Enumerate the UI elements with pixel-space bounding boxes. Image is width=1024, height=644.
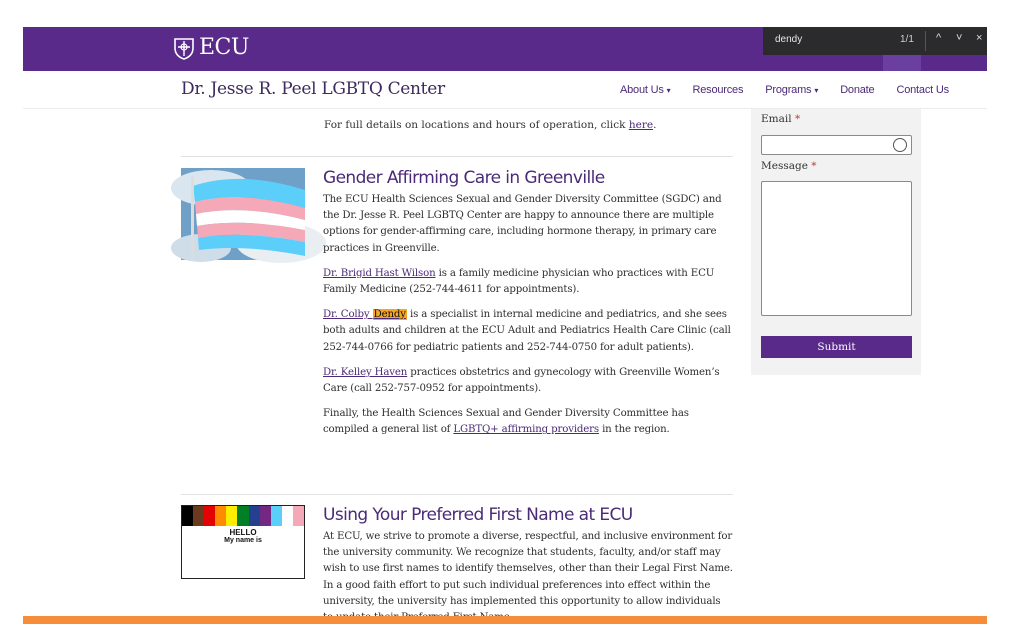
close-icon[interactable]: ×: [976, 32, 983, 44]
find-highlight: Dendy: [373, 309, 406, 321]
divider: [181, 494, 733, 495]
pride-stripe: [237, 506, 248, 526]
article-paragraph: Dr. Kelley Haven practices obstetrics and gynecology with Greenville Women’s Care (call 252-757-0952 for appointments).: [323, 366, 720, 395]
find-separator: [925, 31, 926, 51]
pride-stripe: [226, 506, 237, 526]
intro-text: For full details on locations and hours of operation, click here.: [324, 119, 657, 131]
crest-icon: [173, 36, 195, 60]
article-body: [323, 168, 733, 448]
pride-stripe: [293, 506, 304, 526]
caret-down-icon: ▾: [814, 86, 819, 95]
ecu-logo[interactable]: [173, 35, 249, 60]
required-mark: *: [811, 160, 817, 172]
site-title[interactable]: Dr. Jesse R. Peel LGBTQ Center: [181, 79, 445, 99]
pride-stripes: [182, 506, 304, 526]
article-paragraph: Dr. Colby Dendy is a specialist in internal medicine and pediatrics, and she sees both adults and children at the ECU Adult and Pediatrics Health Care Clinic (call 252-744-0766 for pediatric patients and 252-744-0750 for adult patients).: [323, 309, 731, 353]
pride-stripe: [260, 506, 271, 526]
article-paragraph: The ECU Health Sciences Sexual and Gender Diversity Committee (SGDC) and the Dr. Jesse R. Peel LGBTQ Center are happy to announce there are multiple options for gender-affirming care, including hormone therapy, in primary care practices in Greenville.: [323, 194, 722, 254]
nav-donate[interactable]: Donate: [840, 84, 875, 96]
provider-link-haven[interactable]: Dr. Kelley Haven: [323, 366, 408, 378]
article-paragraph: Finally, the Health Sciences Sexual and Gender Diversity Committee has compiled a general list of LGBTQ+ affirming providers in the region.: [323, 408, 689, 436]
submit-button[interactable]: Submit: [761, 336, 912, 358]
find-match-count: 1/1: [900, 34, 914, 45]
nav-about-us[interactable]: About Us ▾: [620, 84, 671, 96]
name-tag-image: [181, 505, 305, 579]
chevron-up-icon[interactable]: ^: [936, 32, 942, 44]
ecu-top-bar: [23, 27, 987, 71]
site-header: [23, 71, 987, 109]
affirming-providers-link[interactable]: LGBTQ+ affirming providers: [453, 424, 599, 436]
email-field[interactable]: [761, 135, 912, 155]
autofill-key-icon[interactable]: [893, 138, 907, 152]
pride-stripe: [282, 506, 293, 526]
name-tag-line: My name is: [224, 537, 262, 544]
find-in-page-bar: [763, 27, 987, 55]
provider-link-wilson[interactable]: Dr. Brigid Hast Wilson: [323, 267, 436, 279]
pride-stripe: [215, 506, 226, 526]
logo-text: ECU: [199, 35, 249, 60]
trans-flag-image: [181, 168, 305, 260]
header-accent-block: [883, 55, 921, 71]
pride-stripe: [271, 506, 282, 526]
provider-link-dendy[interactable]: Dr. Colby Dendy: [323, 309, 406, 321]
name-tag-hello: HELLO: [229, 528, 257, 537]
main-nav: [620, 84, 971, 96]
required-mark: *: [794, 113, 801, 125]
contact-form: [751, 109, 921, 375]
pride-stripe: [193, 506, 204, 526]
caret-down-icon: ▾: [666, 86, 671, 95]
pride-stripe: [249, 506, 260, 526]
pride-stripe: [204, 506, 215, 526]
pride-stripe: [182, 506, 193, 526]
browser-page: [23, 27, 987, 617]
article-title[interactable]: Using Your Preferred First Name at ECU: [323, 505, 633, 525]
nav-resources[interactable]: Resources: [692, 84, 744, 96]
article-paragraph: Dr. Brigid Hast Wilson is a family medicine physician who practices with ECU Family Medicine (252-744-4611 for appointments).: [323, 267, 715, 296]
nav-programs[interactable]: Programs ▾: [765, 84, 819, 96]
article-paragraph: At ECU, we strive to promote a diverse, respectful, and inclusive environment for the university community. We recognize that students, faculty, and/or staff may wish to use first names to identify themselves, other than their Legal First Name. In a good faith effort to put such individual preferences into effect within the university, the university has implemented this opportunity to allow individuals: [323, 531, 733, 607]
find-query[interactable]: dendy: [775, 34, 803, 45]
message-label: Message *: [761, 160, 817, 172]
divider: [181, 156, 733, 157]
chevron-down-icon[interactable]: ˅: [956, 32, 963, 44]
article-title[interactable]: Gender Affirming Care in Greenville: [323, 168, 605, 188]
orange-footer-strip: [23, 616, 987, 624]
message-textarea[interactable]: [761, 181, 912, 316]
nav-contact-us[interactable]: Contact Us: [896, 84, 949, 96]
email-label: Email *: [761, 113, 801, 125]
here-link[interactable]: here: [628, 119, 654, 131]
